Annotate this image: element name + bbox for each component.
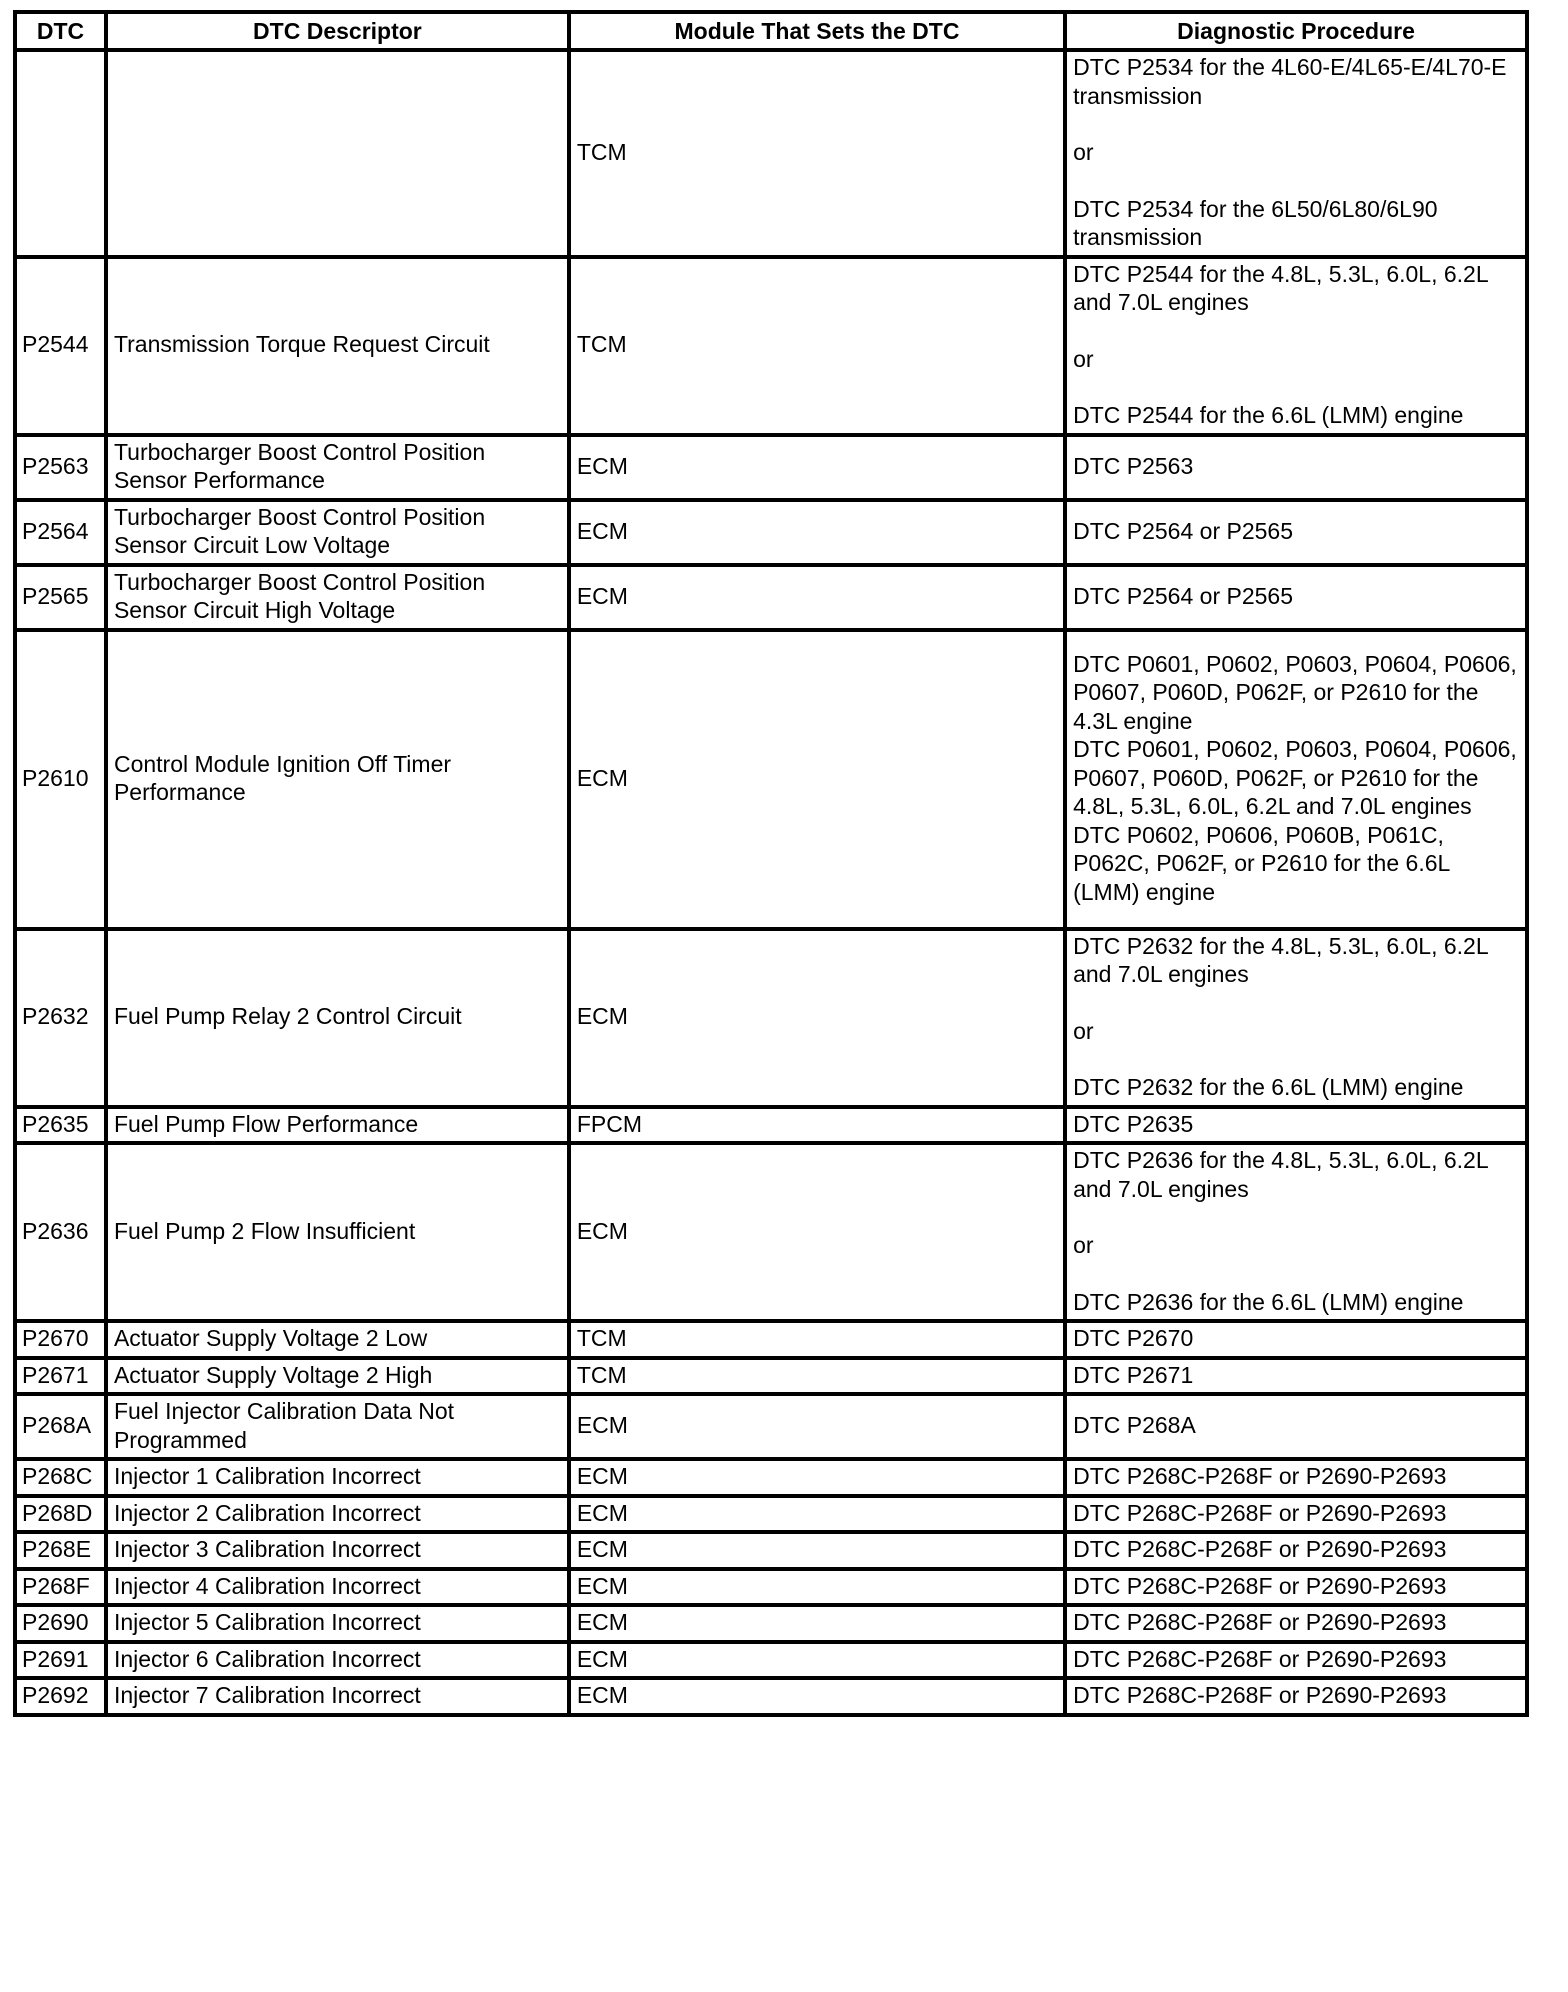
procedure-gap (1073, 1203, 1519, 1231)
table-row (15, 1394, 1527, 1459)
diagnostic-procedure-cell (1065, 1678, 1527, 1715)
table-row (15, 1678, 1527, 1715)
module-cell: ECM (569, 565, 1065, 630)
procedure-line: DTC P2636 for the 6.6L (LMM) engine (1073, 1288, 1464, 1315)
dtc-descriptor-cell: Actuator Supply Voltage 2 Low (106, 1321, 569, 1358)
table-row (15, 1459, 1527, 1496)
procedure-line: DTC P268C-P268F or P2690-P2693 (1073, 1609, 1447, 1635)
procedure-gap (1073, 373, 1519, 401)
table-row (15, 1107, 1527, 1144)
dtc-descriptor-cell (106, 50, 569, 257)
diagnostic-procedure-cell (1065, 500, 1527, 565)
header-procedure: Diagnostic Procedure (1065, 12, 1527, 50)
dtc-code-cell: P2632 (15, 929, 106, 1107)
header-dtc: DTC (15, 12, 106, 50)
module-cell: ECM (569, 1143, 1065, 1321)
module-cell: TCM (569, 257, 1065, 435)
table-row (15, 1143, 1527, 1321)
module-cell: ECM (569, 1605, 1065, 1642)
diagnostic-procedure-cell (1065, 1605, 1527, 1642)
table-row (15, 500, 1527, 565)
dtc-code-cell: P2636 (15, 1143, 106, 1321)
diagnostic-procedure-cell (1065, 1642, 1527, 1679)
procedure-gap (1073, 1260, 1519, 1288)
dtc-descriptor-cell: Injector 7 Calibration Incorrect (106, 1678, 569, 1715)
table-row (15, 929, 1527, 1107)
diagnostic-procedure-cell (1065, 257, 1527, 435)
dtc-code-cell: P2670 (15, 1321, 106, 1358)
dtc-descriptor-cell: Injector 6 Calibration Incorrect (106, 1642, 569, 1679)
module-cell: ECM (569, 500, 1065, 565)
table-row (15, 1642, 1527, 1679)
dtc-code-cell: P268A (15, 1394, 106, 1459)
procedure-gap (1073, 110, 1519, 138)
table-row (15, 1532, 1527, 1569)
diagnostic-procedure-cell (1065, 1569, 1527, 1606)
dtc-code-cell: P2671 (15, 1358, 106, 1395)
dtc-descriptor-cell: Injector 4 Calibration Incorrect (106, 1569, 569, 1606)
procedure-gap (1073, 989, 1519, 1017)
procedure-line: DTC P2635 (1073, 1110, 1194, 1137)
table-row (15, 565, 1527, 630)
procedure-line: DTC P2564 or P2565 (1073, 517, 1293, 544)
dtc-code-cell: P2692 (15, 1678, 106, 1715)
procedure-line: DTC P0602, P0606, P060B, P061C, P062C, P062F, or P2610 for the 6.6L (LMM) engine (1073, 821, 1450, 905)
module-cell: TCM (569, 50, 1065, 257)
table-row (15, 1321, 1527, 1358)
dtc-code-cell: P2690 (15, 1605, 106, 1642)
diagnostic-procedure-cell (1065, 435, 1527, 500)
dtc-code-cell (15, 50, 106, 257)
diagnostic-procedure-cell (1065, 1143, 1527, 1321)
dtc-descriptor-cell: Actuator Supply Voltage 2 High (106, 1358, 569, 1395)
procedure-line: DTC P268C-P268F or P2690-P2693 (1073, 1682, 1447, 1708)
procedure-line: DTC P2670 (1073, 1325, 1194, 1351)
dtc-code-cell: P268F (15, 1569, 106, 1606)
module-cell: ECM (569, 1496, 1065, 1533)
diagnostic-procedure-cell (1065, 1496, 1527, 1533)
dtc-descriptor-cell: Injector 1 Calibration Incorrect (106, 1459, 569, 1496)
procedure-line: DTC P2564 or P2565 (1073, 582, 1293, 609)
diagnostic-procedure-cell (1065, 929, 1527, 1107)
module-cell: ECM (569, 1642, 1065, 1679)
procedure-line: DTC P2534 for the 6L50/6L80/6L90 transmission (1073, 195, 1438, 250)
dtc-code-cell: P2610 (15, 630, 106, 929)
module-cell: ECM (569, 630, 1065, 929)
dtc-code-cell: P268E (15, 1532, 106, 1569)
dtc-code-cell: P2635 (15, 1107, 106, 1144)
procedure-line: or (1073, 345, 1094, 372)
table-header-row (15, 12, 1527, 50)
procedure-line: DTC P2534 for the 4L60-E/4L65-E/4L70-E transmission (1073, 54, 1507, 109)
procedure-line: DTC P268C-P268F or P2690-P2693 (1073, 1645, 1447, 1672)
table-row (15, 50, 1527, 257)
diagnostic-procedure-cell (1065, 50, 1527, 257)
header-module: Module That Sets the DTC (569, 12, 1065, 50)
dtc-descriptor-cell: Fuel Pump Relay 2 Control Circuit (106, 929, 569, 1107)
procedure-line: DTC P0601, P0602, P0603, P0604, P0606, P0607, P060D, P062F, or P2610 for the 4.3L engine (1073, 650, 1517, 734)
table-row (15, 1605, 1527, 1642)
module-cell: ECM (569, 435, 1065, 500)
dtc-code-cell: P268C (15, 1459, 106, 1496)
dtc-descriptor-cell: Injector 3 Calibration Incorrect (106, 1532, 569, 1569)
procedure-line: or (1073, 1017, 1094, 1044)
module-cell: ECM (569, 1459, 1065, 1496)
procedure-gap (1073, 167, 1519, 195)
procedure-line: DTC P2544 for the 6.6L (LMM) engine (1073, 402, 1464, 428)
procedure-line: or (1073, 139, 1094, 165)
dtc-descriptor-cell: Turbocharger Boost Control Position Sensor Circuit Low Voltage (106, 500, 569, 565)
procedure-line: DTC P268C-P268F or P2690-P2693 (1073, 1463, 1447, 1489)
dtc-descriptor-cell: Control Module Ignition Off Timer Performance (106, 630, 569, 929)
procedure-line: DTC P268C-P268F or P2690-P2693 (1073, 1499, 1447, 1526)
dtc-descriptor-cell: Turbocharger Boost Control Position Sensor Performance (106, 435, 569, 500)
diagnostic-procedure-cell (1065, 630, 1527, 929)
module-cell: TCM (569, 1358, 1065, 1395)
procedure-line: DTC P268C-P268F or P2690-P2693 (1073, 1572, 1447, 1599)
procedure-line: or (1073, 1232, 1094, 1258)
table-row (15, 257, 1527, 435)
module-cell: ECM (569, 1394, 1065, 1459)
diagnostic-procedure-cell (1065, 1394, 1527, 1459)
table-row (15, 1496, 1527, 1533)
diagnostic-procedure-cell (1065, 1321, 1527, 1358)
table-row (15, 1569, 1527, 1606)
dtc-code-cell: P2565 (15, 565, 106, 630)
procedure-line: DTC P2636 for the 4.8L, 5.3L, 6.0L, 6.2L and 7.0L engines (1073, 1147, 1488, 1202)
procedure-line: DTC P2563 (1073, 452, 1194, 479)
diagnostic-procedure-cell (1065, 565, 1527, 630)
table-row (15, 1358, 1527, 1395)
dtc-code-cell: P2564 (15, 500, 106, 565)
module-cell: ECM (569, 1569, 1065, 1606)
module-cell: FPCM (569, 1107, 1065, 1144)
table-body (15, 50, 1527, 1715)
dtc-descriptor-cell: Fuel Pump Flow Performance (106, 1107, 569, 1144)
procedure-line: DTC P2544 for the 4.8L, 5.3L, 6.0L, 6.2L and 7.0L engines (1073, 260, 1488, 315)
dtc-descriptor-cell: Transmission Torque Request Circuit (106, 257, 569, 435)
module-cell: ECM (569, 929, 1065, 1107)
diagnostic-procedure-cell (1065, 1532, 1527, 1569)
header-descriptor: DTC Descriptor (106, 12, 569, 50)
dtc-descriptor-cell: Fuel Injector Calibration Data Not Programmed (106, 1394, 569, 1459)
procedure-line: DTC P268C-P268F or P2690-P2693 (1073, 1536, 1447, 1562)
procedure-gap (1073, 317, 1519, 345)
table-row (15, 435, 1527, 500)
module-cell: ECM (569, 1532, 1065, 1569)
procedure-line: DTC P0601, P0602, P0603, P0604, P0606, P0607, P060D, P062F, or P2610 for the 4.8L, 5.3L, 6.0L, 6.2L and 7.0L engines (1073, 736, 1517, 820)
procedure-line: DTC P2671 (1073, 1361, 1194, 1388)
table-row (15, 630, 1527, 929)
dtc-code-cell: P2563 (15, 435, 106, 500)
module-cell: TCM (569, 1321, 1065, 1358)
diagnostic-procedure-cell (1065, 1459, 1527, 1496)
procedure-line: DTC P2632 for the 6.6L (LMM) engine (1073, 1074, 1464, 1100)
dtc-descriptor-cell: Injector 2 Calibration Incorrect (106, 1496, 569, 1533)
dtc-table (13, 10, 1529, 1717)
procedure-gap (1073, 1045, 1519, 1073)
dtc-descriptor-cell: Turbocharger Boost Control Position Sensor Circuit High Voltage (106, 565, 569, 630)
dtc-descriptor-cell: Injector 5 Calibration Incorrect (106, 1605, 569, 1642)
dtc-descriptor-cell: Fuel Pump 2 Flow Insufficient (106, 1143, 569, 1321)
dtc-code-cell: P2544 (15, 257, 106, 435)
procedure-line: DTC P2632 for the 4.8L, 5.3L, 6.0L, 6.2L and 7.0L engines (1073, 932, 1488, 987)
module-cell: ECM (569, 1678, 1065, 1715)
procedure-line: DTC P268A (1073, 1412, 1196, 1439)
dtc-code-cell: P2691 (15, 1642, 106, 1679)
diagnostic-procedure-cell (1065, 1107, 1527, 1144)
dtc-code-cell: P268D (15, 1496, 106, 1533)
diagnostic-procedure-cell (1065, 1358, 1527, 1395)
